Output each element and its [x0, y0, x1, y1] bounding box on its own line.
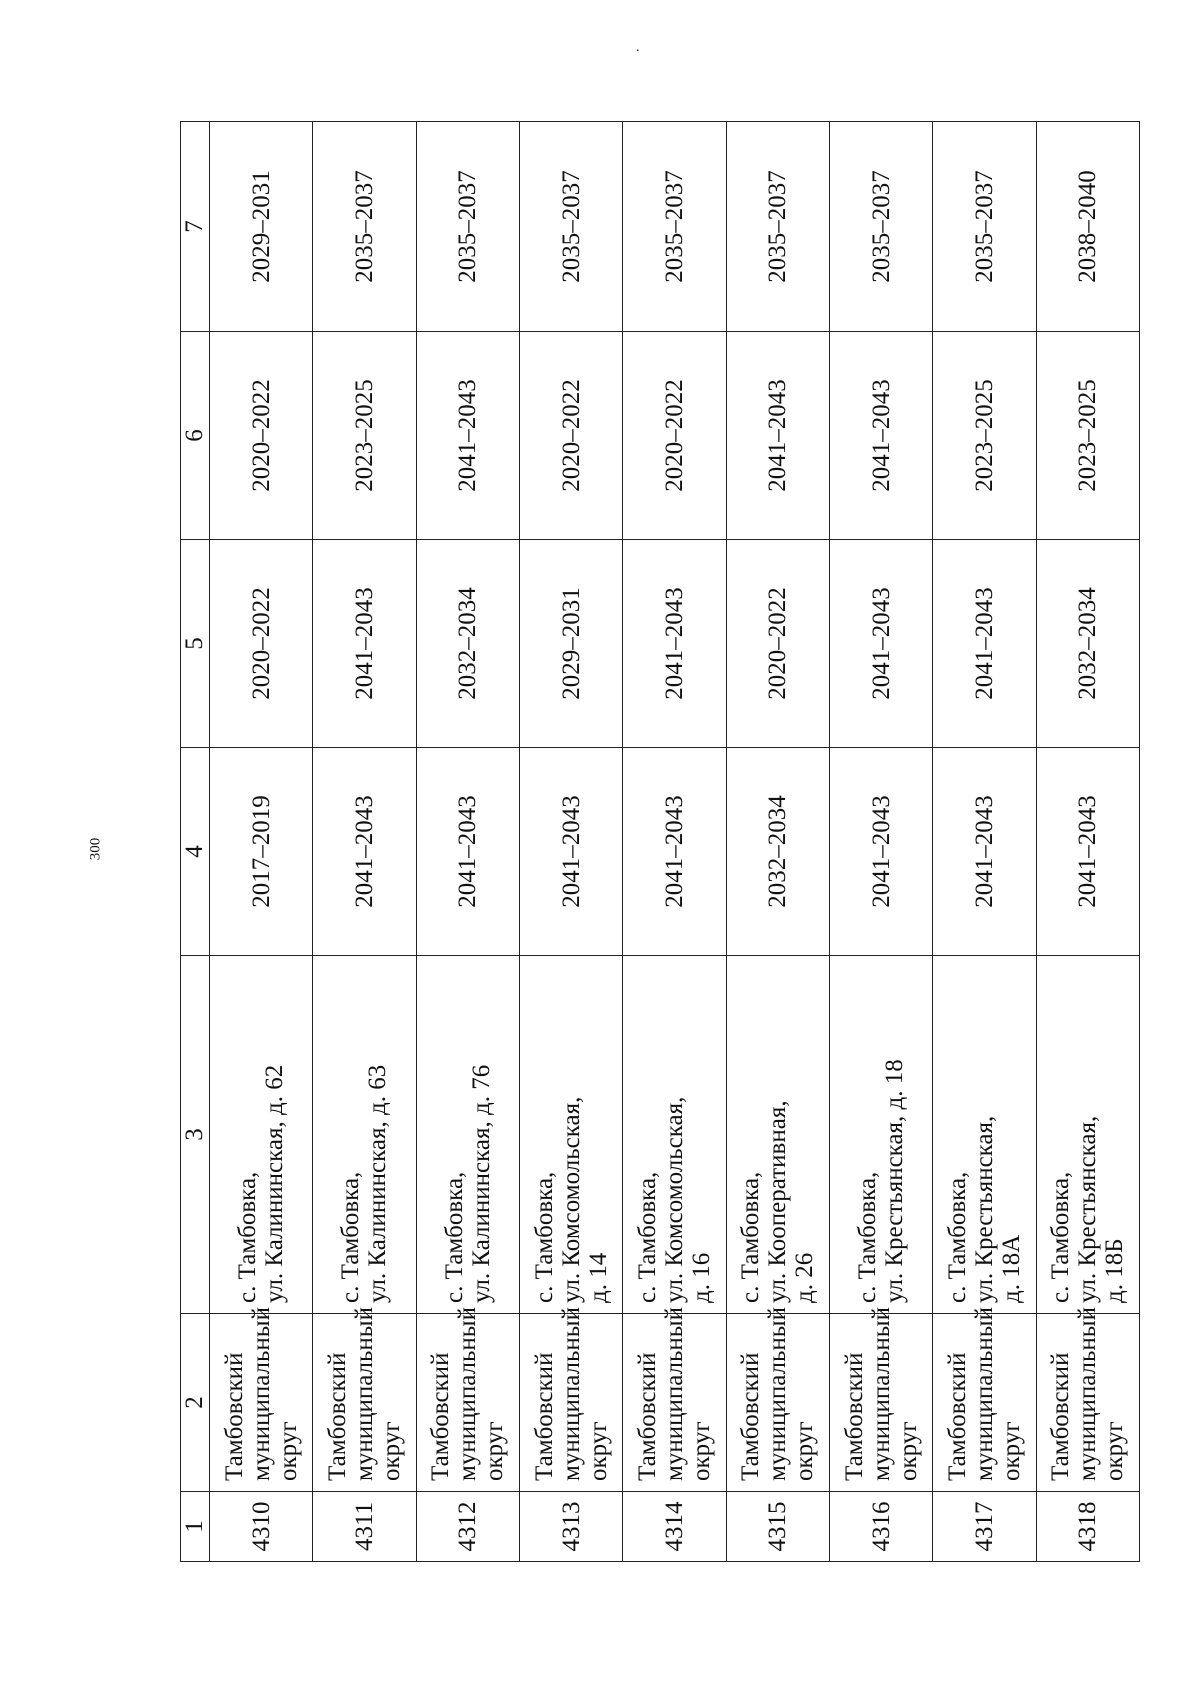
district-line: муниципальный — [1074, 1307, 1102, 1481]
schedule-table — [180, 121, 1140, 1562]
district-line: муниципальный — [867, 1307, 895, 1481]
table-body — [210, 122, 1140, 1562]
address-cell — [1036, 956, 1139, 1314]
address-cell — [726, 956, 829, 1314]
address-line: ул. Крестьянская, — [1074, 1115, 1102, 1303]
period-cell-c4: 2041–2043 — [623, 748, 726, 956]
period-cell-c7: 2029–2031 — [210, 122, 313, 332]
district-line: Тамбовский — [323, 1352, 351, 1481]
district-line: муниципальный — [970, 1307, 998, 1481]
period-cell-c7: 2035–2037 — [933, 122, 1036, 332]
header-cell: 2 — [181, 1314, 210, 1492]
address-line: с. Тамбовка, — [854, 1171, 882, 1303]
address-line: с. Тамбовка, — [737, 1171, 765, 1303]
period-cell-c6: 2023–2025 — [313, 332, 416, 540]
address-line: с. Тамбовка, — [530, 1171, 558, 1303]
address-cell — [623, 956, 726, 1314]
district-cell — [313, 1307, 416, 1492]
district-line: Тамбовский — [1047, 1352, 1075, 1481]
district-line: округ — [687, 1421, 715, 1481]
table-row — [933, 122, 1036, 1562]
period-cell-c6: 2020–2022 — [519, 332, 622, 540]
period-cell-c7: 2035–2037 — [726, 122, 829, 332]
period-cell-c6: 2023–2025 — [1036, 332, 1139, 540]
district-line: Тамбовский — [737, 1352, 765, 1481]
address-line: с. Тамбовка, — [337, 1171, 365, 1303]
district-line: муниципальный — [350, 1307, 378, 1481]
period-cell-c5: 2020–2022 — [726, 540, 829, 748]
period-cell-c5: 2041–2043 — [623, 540, 726, 748]
address-line: с. Тамбовка, — [1047, 1171, 1075, 1303]
district-line: Тамбовский — [427, 1352, 455, 1481]
period-cell-c7: 2035–2037 — [416, 122, 519, 332]
table-row — [416, 122, 519, 1562]
district-line: округ — [791, 1421, 819, 1481]
table-row — [519, 122, 622, 1562]
district-line: Тамбовский — [633, 1352, 661, 1481]
district-line: муниципальный — [660, 1307, 688, 1481]
district-cell — [623, 1307, 726, 1492]
period-cell-c4: 2041–2043 — [1036, 748, 1139, 956]
page-number: 300 — [87, 837, 104, 861]
row-number-cell: 4316 — [829, 1492, 932, 1562]
district-line: муниципальный — [247, 1307, 275, 1481]
row-number-cell: 4317 — [933, 1492, 1036, 1562]
scan-dot: . — [636, 40, 640, 55]
address-line: ул. Комсомольская, — [557, 1096, 585, 1303]
district-cell — [829, 1307, 932, 1492]
district-line: муниципальный — [764, 1307, 792, 1481]
period-cell-c7: 2035–2037 — [313, 122, 416, 332]
period-cell-c5: 2041–2043 — [829, 540, 932, 748]
row-number-cell: 4311 — [313, 1492, 416, 1562]
period-cell-c5: 2032–2034 — [1036, 540, 1139, 748]
district-line: округ — [997, 1421, 1025, 1481]
period-cell-c6: 2041–2043 — [829, 332, 932, 540]
period-cell-c7: 2038–2040 — [1036, 122, 1139, 332]
district-cell — [519, 1307, 622, 1492]
district-line: муниципальный — [454, 1307, 482, 1481]
address-line: с. Тамбовка, — [943, 1171, 971, 1303]
address-line: д. 18Б — [1101, 1238, 1129, 1303]
period-cell-c4: 2041–2043 — [313, 748, 416, 956]
district-line: муниципальный — [557, 1307, 585, 1481]
header-cell: 3 — [181, 956, 210, 1314]
period-cell-c5: 2041–2043 — [933, 540, 1036, 748]
period-cell-c4: 2041–2043 — [933, 748, 1036, 956]
address-line: ул. Крестьянская, — [970, 1115, 998, 1303]
period-cell-c6: 2041–2043 — [416, 332, 519, 540]
period-cell-c4: 2041–2043 — [829, 748, 932, 956]
row-number-cell: 4312 — [416, 1492, 519, 1562]
district-line: Тамбовский — [943, 1352, 971, 1481]
address-line: ул. Кооперативная, — [764, 1100, 792, 1303]
period-cell-c4: 2032–2034 — [726, 748, 829, 956]
table-row — [829, 122, 932, 1562]
table-row — [313, 122, 416, 1562]
district-line: округ — [377, 1421, 405, 1481]
table-row — [726, 122, 829, 1562]
period-cell-c4: 2041–2043 — [519, 748, 622, 956]
header-cell: 6 — [181, 332, 210, 540]
address-line: ул. Калининская, д. 63 — [364, 1064, 392, 1303]
address-cell — [519, 956, 622, 1314]
address-cell — [210, 956, 313, 1314]
district-line: Тамбовский — [220, 1352, 248, 1481]
address-line: д. 26 — [791, 1252, 819, 1303]
period-cell-c6: 2023–2025 — [933, 332, 1036, 540]
district-cell — [726, 1307, 829, 1492]
address-line: д. 18А — [997, 1234, 1025, 1303]
period-cell-c6: 2041–2043 — [726, 332, 829, 540]
header-row — [181, 122, 210, 1562]
address-line: с. Тамбовка, — [633, 1171, 661, 1303]
district-cell — [210, 1307, 313, 1492]
period-cell-c7: 2035–2037 — [623, 122, 726, 332]
district-line: округ — [1101, 1421, 1129, 1481]
address-line: с. Тамбовка, — [234, 1171, 262, 1303]
period-cell-c6: 2020–2022 — [210, 332, 313, 540]
header-cell: 1 — [181, 1492, 210, 1562]
period-cell-c7: 2035–2037 — [519, 122, 622, 332]
row-number-cell: 4313 — [519, 1492, 622, 1562]
period-cell-c5: 2029–2031 — [519, 540, 622, 748]
period-cell-c5: 2020–2022 — [210, 540, 313, 748]
address-line: д. 16 — [687, 1252, 715, 1303]
address-line: с. Тамбовка, — [440, 1171, 468, 1303]
district-line: округ — [894, 1421, 922, 1481]
period-cell-c4: 2017–2019 — [210, 748, 313, 956]
period-cell-c5: 2032–2034 — [416, 540, 519, 748]
period-cell-c7: 2035–2037 — [829, 122, 932, 332]
address-cell — [416, 956, 519, 1314]
document-page — [180, 122, 1140, 1562]
period-cell-c6: 2020–2022 — [623, 332, 726, 540]
district-line: округ — [584, 1421, 612, 1481]
address-cell — [829, 956, 932, 1314]
header-cell: 5 — [181, 540, 210, 748]
address-cell — [313, 956, 416, 1314]
row-number-cell: 4318 — [1036, 1492, 1139, 1562]
address-line: ул. Калининская, д. 76 — [467, 1064, 495, 1303]
address-line: ул. Калининская, д. 62 — [261, 1064, 289, 1303]
table-row — [623, 122, 726, 1562]
table-row — [1036, 122, 1139, 1562]
row-number-cell: 4314 — [623, 1492, 726, 1562]
header-cell: 7 — [181, 122, 210, 332]
row-number-cell: 4315 — [726, 1492, 829, 1562]
period-cell-c5: 2041–2043 — [313, 540, 416, 748]
district-cell — [1036, 1307, 1139, 1492]
district-line: Тамбовский — [840, 1352, 868, 1481]
rotated-table-wrapper — [180, 122, 1140, 1562]
period-cell-c4: 2041–2043 — [416, 748, 519, 956]
row-number-cell: 4310 — [210, 1492, 313, 1562]
district-line: Тамбовский — [530, 1352, 558, 1481]
district-line: округ — [274, 1421, 302, 1481]
address-line: ул. Комсомольская, — [660, 1096, 688, 1303]
district-line: округ — [481, 1421, 509, 1481]
district-cell — [416, 1307, 519, 1492]
table-row — [210, 122, 313, 1562]
address-cell — [933, 956, 1036, 1314]
address-line: ул. Крестьянская, д. 18 — [881, 1059, 909, 1303]
header-cell: 4 — [181, 748, 210, 956]
district-cell — [933, 1307, 1036, 1492]
address-line: д. 14 — [584, 1252, 612, 1303]
